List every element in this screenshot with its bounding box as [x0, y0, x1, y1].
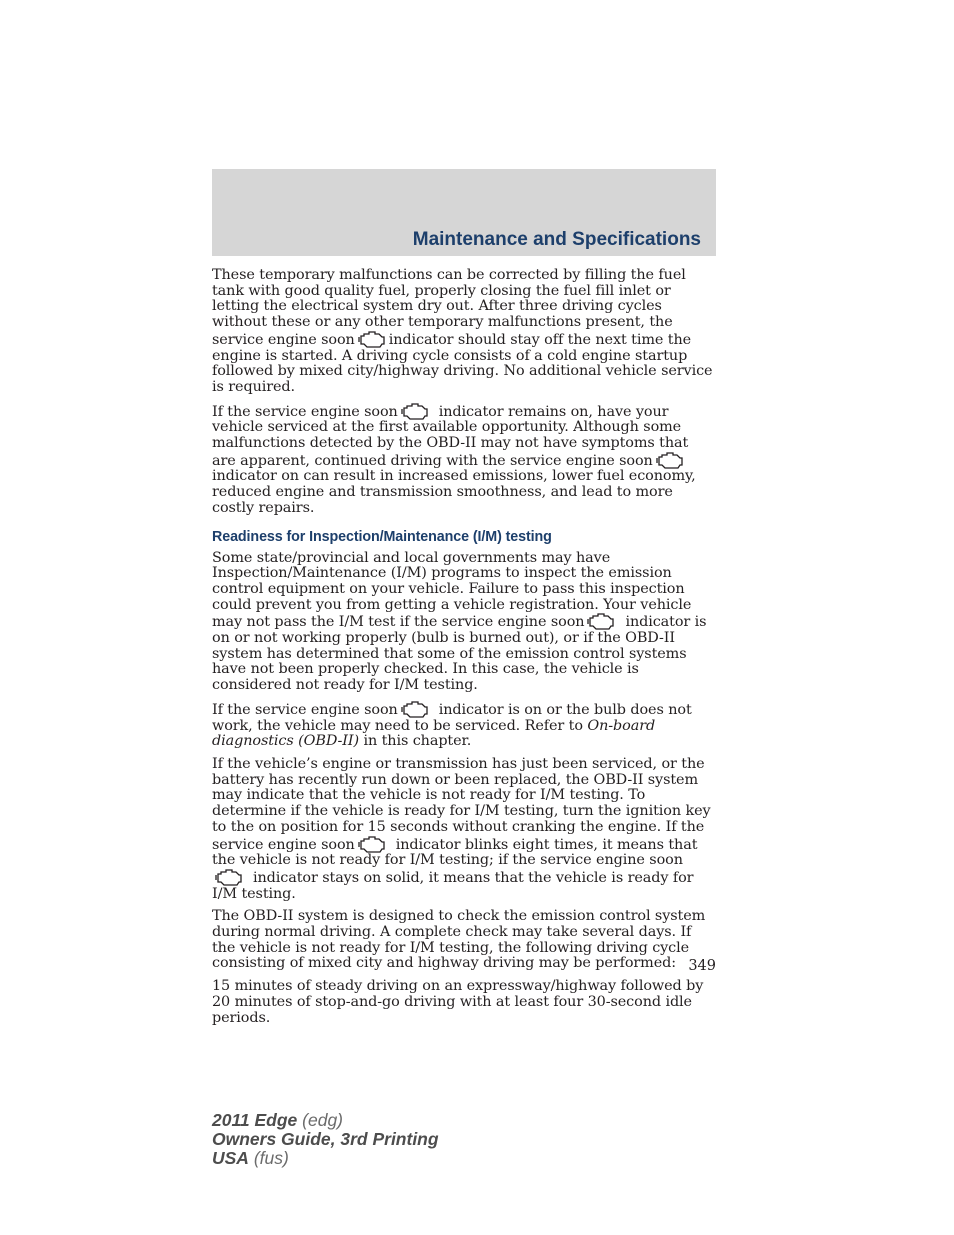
check-engine-icon [401, 701, 429, 718]
paragraph-indicator-remains-on: If the service engine soon indicator remains on, have your vehicle serviced at the first available opportunity. Although some malfunctions detected by the OBD-II may not have symptoms that are apparent, continued driving with the service engine soonindicator on can result in increased emissions, lower fuel economy, reduced engine and transmission smoothness, and lead to more costly repairs. [212, 403, 696, 516]
check-engine-icon [358, 836, 386, 853]
check-engine-icon [401, 403, 429, 420]
page-content [212, 268, 716, 1033]
check-engine-icon [358, 331, 386, 348]
footer-model-line: 2011 Edge (edg) [212, 1110, 344, 1130]
page-number: 349 [688, 958, 716, 974]
paragraph-obd-system-check: The OBD-II system is designed to check the emission control system during normal driving. A complete check may take several days. If the vehicle is not ready for I/M testing, the following driving cycle consisting of mixed city and highway driving may be performed: [212, 908, 706, 972]
footer-region-line: USA (fus) [212, 1148, 289, 1168]
obd-ii-reference-link[interactable]: On-board diagnostics (OBD-II) [212, 717, 656, 750]
paragraph-readiness-check: If the vehicle’s engine or transmission has just been serviced, or the battery has recently run down or been replaced, the OBD-II system may indicate that the vehicle is not ready for I/M testing. To determine if the vehicle is ready for I/M testing, turn the ignition key to the on position for 15 seconds without cranking the engine. If the service engine soon indicator blinks eight times, it means that the vehicle is not ready for I/M testing; if the service engine soonindicator stays on solid, it means that the vehicle is ready for I/M testing. [212, 755, 711, 902]
check-engine-icon [215, 869, 243, 886]
document-footer [212, 1111, 439, 1168]
section-heading-im-testing: Readiness for Inspection/Maintenance (I/M) testing [212, 528, 552, 545]
check-engine-icon [587, 613, 615, 630]
section-title: Maintenance and Specifications [412, 229, 701, 250]
paragraph-driving-cycle: 15 minutes of steady driving on an expressway/highway followed by 20 minutes of stop-and-go driving with at least four 30-second idle periods. [212, 978, 704, 1026]
check-engine-icon [656, 452, 684, 469]
paragraph-temporary-malfunctions: These temporary malfunctions can be corrected by filling the fuel tank with good quality fuel, properly closing the fuel fill inlet or letting the electrical system dry out. After three driving cycles without these or any other temporary malfunctions present, the service engine soon indicator should stay off the next time the engine is started. A driving cycle consists of a cold engine startup followed by mixed city/highway driving. No additional vehicle service is required. [212, 267, 713, 395]
paragraph-bulb-does-not-work: If the service engine soon indicator is on or the bulb does not work, the vehicle may need to be serviced. Refer to On-board diagnostics (OBD-II) in this chapter. [212, 701, 692, 750]
footer-guide-line: Owners Guide, 3rd Printing [212, 1129, 439, 1149]
section-header-band [212, 169, 716, 256]
paragraph-im-programs: Some state/provincial and local governments may have Inspection/Maintenance (I/M) programs to inspect the emission control equipment on your vehicle. Failure to pass this inspection could prevent you from getting a vehicle registration. Your vehicle may not pass the I/M test if the service engine soon indicator is on or not working properly (bulb is burned out), or if the OBD-II system has determined that some of the emission control systems have not been properly checked. In this case, the vehicle is considered not ready for I/M testing. [212, 549, 707, 694]
